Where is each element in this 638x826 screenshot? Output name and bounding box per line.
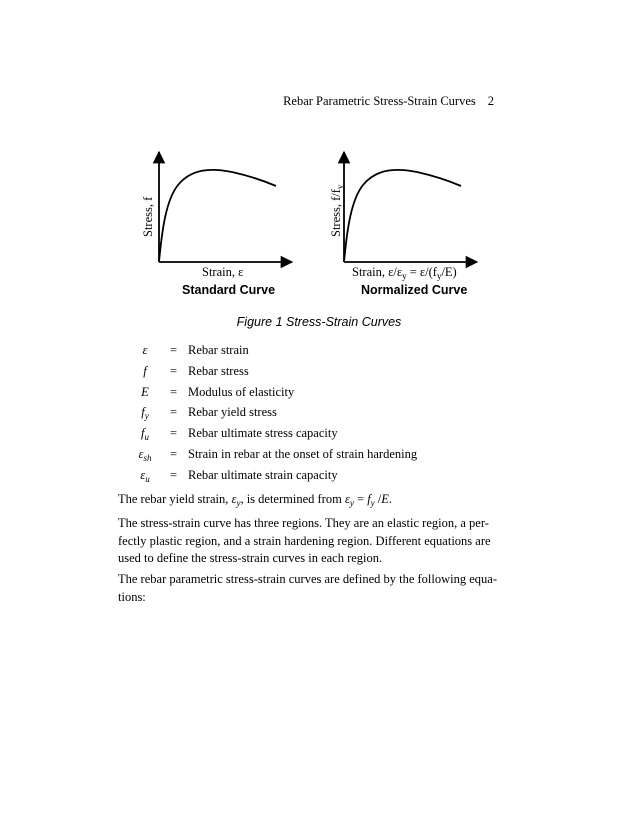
definition-description: Rebar stress [188,363,249,378]
definition-description: Rebar strain [188,343,249,357]
figure-caption: Figure 1 Stress-Strain Curves [236,315,402,329]
definition-description: Rebar ultimate strain capacity [188,467,338,482]
left-stress-strain-curve [159,170,276,262]
left-x-axis-label: Strain, ε [202,265,244,279]
normalized-curve-title: Normalized Curve [361,283,468,297]
definition-symbol: f [143,363,147,378]
definition-symbol: ε [142,343,148,357]
paragraph-line: fectly plastic region, and a strain hardening region. Different equations are [118,533,491,548]
definition-description: Strain in rebar at the onset of strain hardening [188,447,418,461]
left-y-axis-label: Stress, f [141,196,155,237]
definition-symbol: $f_u$ [141,426,149,443]
stress-strain-figure [0,0,638,300]
right-stress-strain-curve [344,170,461,262]
definition-symbol: $\varepsilon_u$ [140,467,150,484]
standard-curve-title: Standard Curve [182,283,276,297]
paragraph-yield-strain: The rebar yield strain, $\varepsilon_y$, is determined from $\varepsilon_y = f_y$ /E. [118,492,393,508]
paragraph-line: The rebar parametric stress-strain curves are defined by the following equa- [118,572,498,586]
right-y-axis-label: Stress, $f/f_y$ [329,184,345,237]
definition-symbol: $f_y$ [141,405,149,422]
paragraph-line: used to define the stress-strain curves in each region. [118,551,383,565]
page-number: 2 [487,94,494,108]
definition-equals: = [170,343,178,357]
definition-equals: = [170,363,178,378]
definition-equals: = [170,384,178,399]
definition-description: Rebar ultimate stress capacity [188,426,338,441]
definition-equals: = [170,405,178,420]
definition-equals: = [170,447,178,461]
definition-symbol: $\varepsilon_{sh}$ [138,447,152,463]
definition-description: Modulus of elasticity [188,384,295,399]
right-x-axis-label: Strain, $\varepsilon/\varepsilon_y = \varepsilon/(f_y/E)$ [352,265,457,281]
paragraph-equations-intro [118,571,498,606]
definition-equals: = [170,426,178,441]
paragraph-line: tions: [118,589,146,604]
paragraph-regions [118,515,491,568]
paragraph-line: The stress-strain curve has three regions. They are an elastic region, a per- [118,516,489,530]
definition-symbol: E [141,384,149,399]
definition-description: Rebar yield stress [188,405,277,420]
definition-equals: = [170,467,178,482]
header-title: Rebar Parametric Stress-Strain Curves [283,94,476,108]
